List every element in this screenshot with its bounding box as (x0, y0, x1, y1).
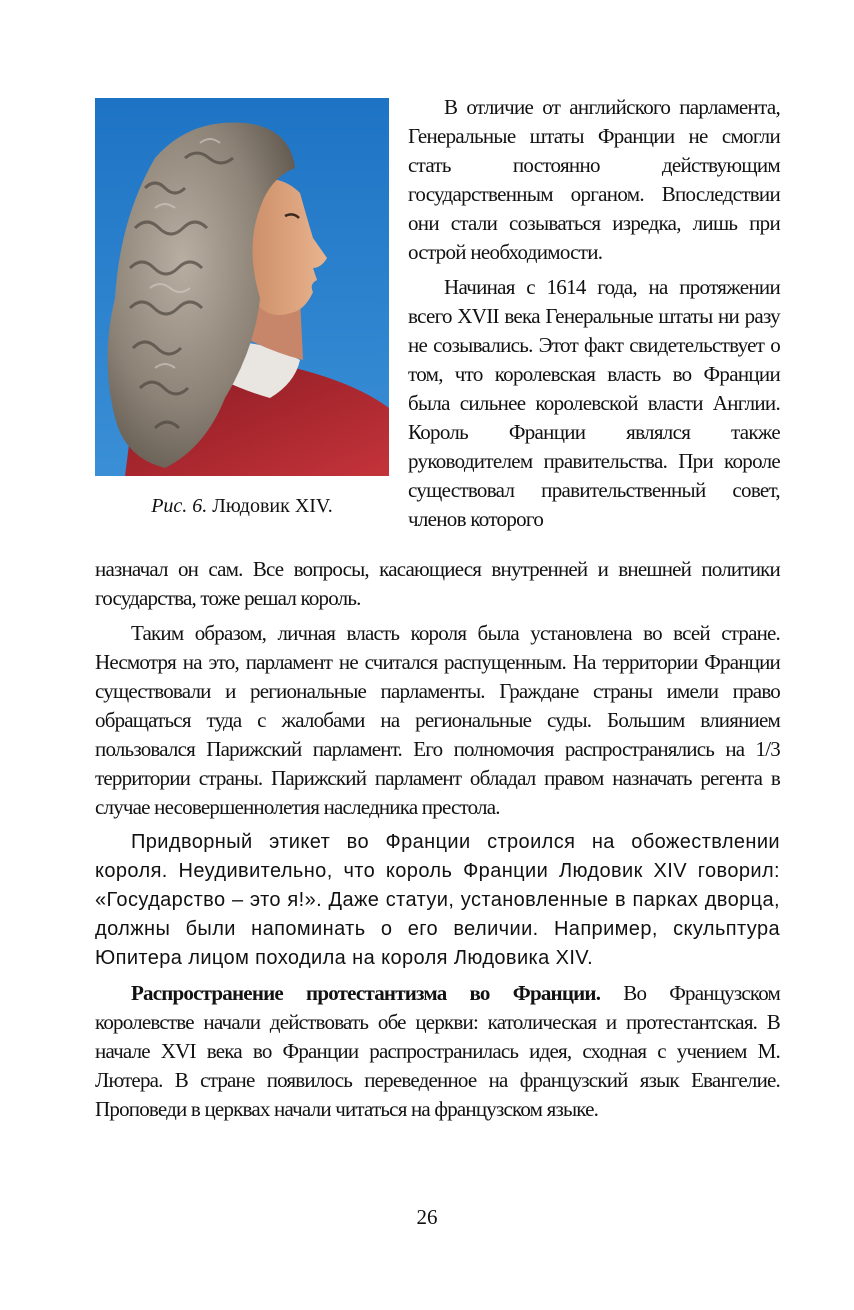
paragraph-5 (95, 979, 780, 1124)
paragraph-4: Придворный этикет во Франции строился на обожествлении короля. Неудивительно, что король Франции Людовик XIV говорил: «Государство – это я!». Даже статуи, установленные в парках дворца, должны были напоминать о его величии. Например, скульптура Юпитера лицом походила на короля Людовика XIV. (95, 831, 780, 969)
side-column-text (408, 93, 780, 540)
section-heading: Распространение протестантизма во Франции. (131, 981, 601, 1005)
page-number: 26 (416, 1205, 438, 1229)
figure (95, 98, 389, 518)
caption-label: Рис. 6. (151, 495, 208, 517)
figure-caption (95, 494, 389, 518)
caption-text: Людовик XIV. (212, 495, 333, 517)
main-text (95, 555, 780, 1130)
portrait-louis-xiv (95, 98, 389, 476)
paragraph-2: Начиная с 1614 года, на протяжении всего XVII века Генеральные штаты ни разу не созывались. Этот факт свидетельствует о том, что королевская власть во Франции была сильнее королевской власти Англии. Король Франции являлся также руководителем правительства. При короле существовал правительственный совет, членов которого (408, 275, 780, 531)
paragraph-5-text: Во Французском королевстве начали действовать обе церкви: католическая и протестантская. В начале XVI века во Франции распространилась идея, сходная с учением М. Лютера. В стране появилось переведенное на французский язык Евангелие. Проповеди в церквах начали читаться на французском языке. (95, 981, 780, 1121)
paragraph-2-continued: назначал он сам. Все вопросы, касающиеся внутренней и внешней политики государства, тоже решал король. (95, 557, 780, 610)
paragraph-3: Таким образом, личная власть короля была установлена во всей стране. Несмотря на это, парламент не считался распущенным. На территории Франции существовали и региональные парламенты. Граждане страны имели право обращаться туда с жалобами на региональные суды. Большим влиянием пользовался Парижский парламент. Его полномочия распространялись на 1/3 территории страны. Парижский парламент обладал правом назначать регента в случае несовершеннолетия наследника престола. (95, 621, 780, 819)
paragraph-1: В отличие от английского парламента, Генеральные штаты Франции не смогли стать постоянно действующим государственным органом. Впоследствии они стали созываться изредка, лишь при острой необходимости. (408, 95, 780, 264)
